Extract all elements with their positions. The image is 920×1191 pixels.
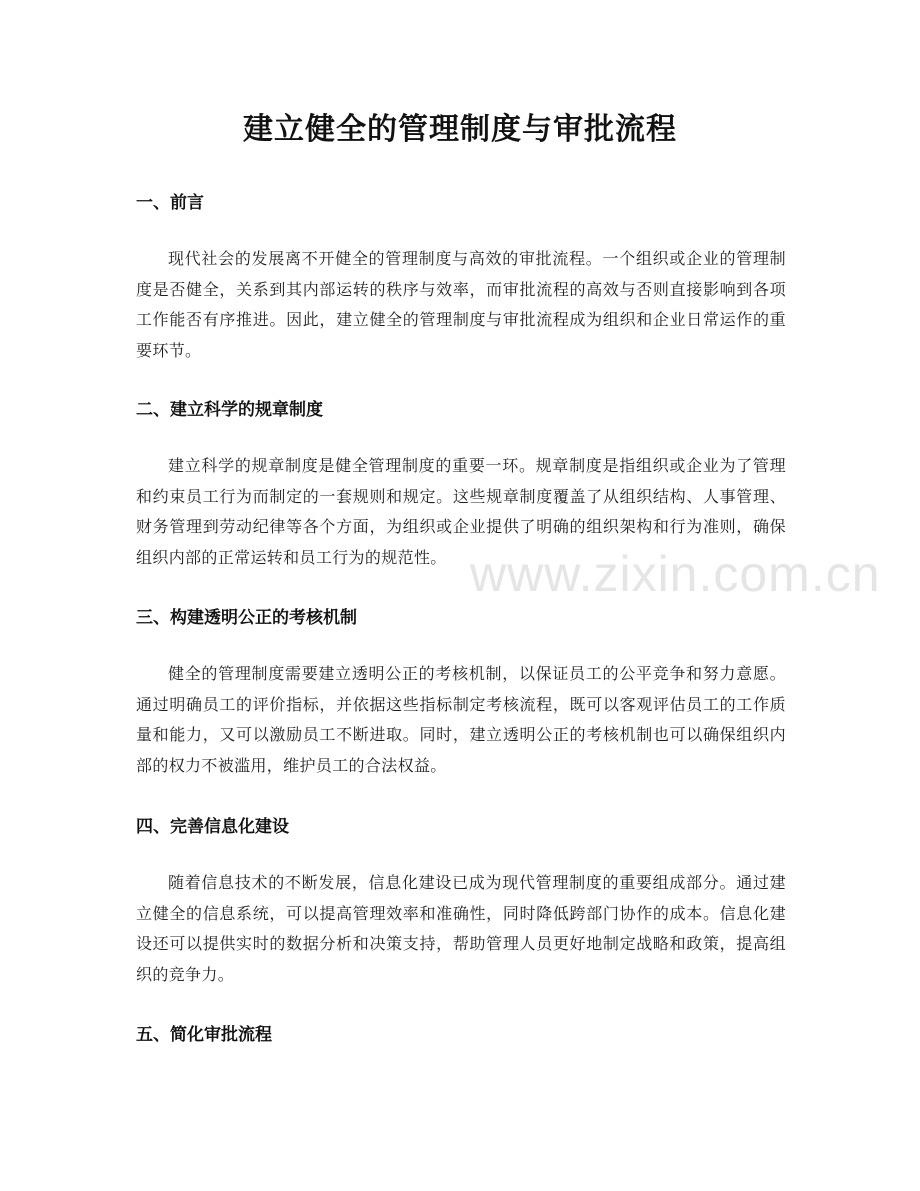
section-approval bbox=[136, 1022, 786, 1048]
section-heading: 四、完善信息化建设 bbox=[136, 817, 289, 837]
section-paragraph: 现代社会的发展离不开健全的管理制度与高效的审批流程。一个组织或企业的管理制度是否健全，关系到其内部运转的秩序与效率，而审批流程的高效与否则直接影响到各项工作能否有序推进。因此，建立健全的管理制度与审批流程成为组织和企业日常运作的重要环节。 bbox=[136, 249, 786, 360]
section-heading: 一、前言 bbox=[136, 193, 204, 213]
watermark: www.zixin.com.cn bbox=[470, 546, 881, 602]
section-paragraph: 随着信息技术的不断发展，信息化建设已成为现代管理制度的重要组成部分。通过建立健全的信息系统，可以提高管理效率和准确性，同时降低跨部门协作的成本。信息化建设还可以提供实时的数据分析和决策支持，帮助管理人员更好地制定战略和政策，提高组织的竞争力。 bbox=[136, 873, 786, 984]
section-assessment bbox=[136, 605, 786, 781]
section-regulations bbox=[136, 397, 786, 573]
document-title: 建立健全的管理制度与审批流程 bbox=[243, 112, 677, 147]
section-heading: 二、建立科学的规章制度 bbox=[136, 400, 323, 420]
section-paragraph: 健全的管理制度需要建立透明公正的考核机制，以保证员工的公平竞争和努力意愿。通过明确员工的评价指标，并依据这些指标制定考核流程，既可以客观评估员工的工作质量和能力，又可以激励员工不断进取。同时，建立透明公正的考核机制也可以确保组织内部的权力不被滥用，维护员工的合法权益。 bbox=[136, 664, 786, 775]
section-preface bbox=[136, 190, 786, 366]
section-informatization bbox=[136, 814, 786, 990]
section-heading: 三、构建透明公正的考核机制 bbox=[136, 608, 357, 628]
section-paragraph: 建立科学的规章制度是健全管理制度的重要一环。规章制度是指组织或企业为了管理和约束员工行为而制定的一套规则和规定。这些规章制度覆盖了从组织结构、人事管理、财务管理到劳动纪律等各个方面，为组织或企业提供了明确的组织架构和行为准则，确保组织内部的正常运转和员工行为的规范性。 bbox=[136, 456, 786, 567]
section-heading: 五、简化审批流程 bbox=[136, 1025, 272, 1045]
